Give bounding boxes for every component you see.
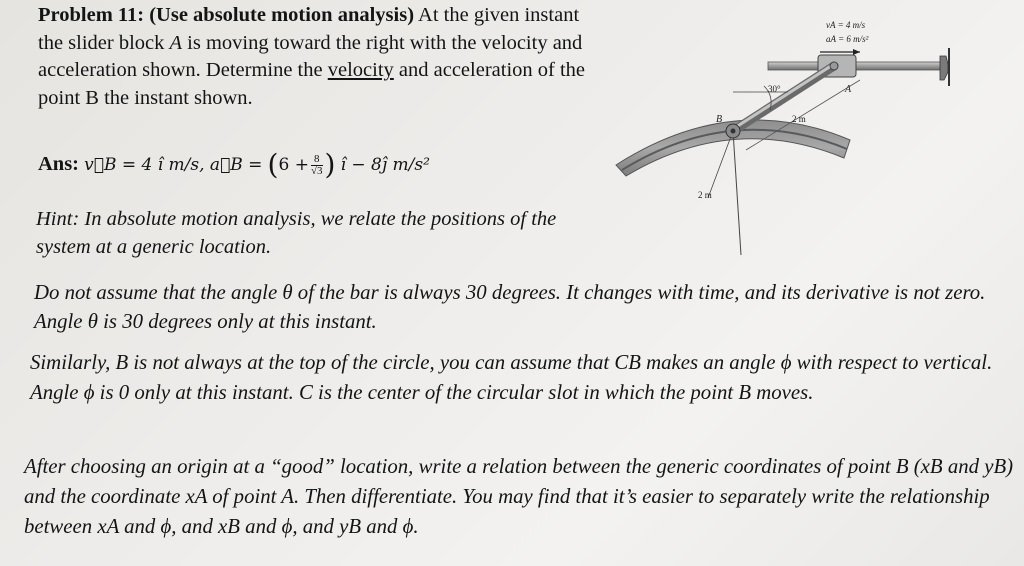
angle-label: 30° <box>768 84 781 94</box>
answer-paren-open: ( <box>267 148 279 181</box>
paragraph-angle-phi: Similarly, B is not always at the top of the circle, you can assume that CB makes an angle ϕ with respect to vertical. Angle ϕ is 0 only at this instant. C is the center of the circular slot in which the point B moves. <box>30 351 993 404</box>
answer-paren-close: ) <box>324 148 336 181</box>
pin-a <box>830 62 838 70</box>
problem-text-2: is moving toward the right with the velocity and acceleration shown. Determine the <box>38 31 583 81</box>
answer-vb: v⃗B = 4 î m/s, a⃗B = <box>84 155 263 175</box>
paragraph-instructions: After choosing an origin at a “good” location, write a relation between the generic coordinates of point B (xB and yB) and the coordinate xA of point A. Then differentiate. You may find that it’s easier to separately write the relationship between xA and ϕ, and xB and ϕ, and yB and ϕ. <box>24 455 1014 538</box>
radius-line <box>733 131 741 255</box>
answer-frac-num: 8 <box>311 154 323 166</box>
mechanism-diagram <box>598 0 1024 275</box>
acceleration-label: aA = 6 m/s² <box>826 34 869 44</box>
problem-text-3: and acceleration of the point B the instant shown. <box>38 59 586 109</box>
answer-line <box>38 150 598 179</box>
answer-fraction <box>311 154 323 177</box>
bar-length-label: 2 m <box>792 114 806 124</box>
point-b-label: B <box>716 114 723 125</box>
problem-block-name: A <box>169 31 183 54</box>
answer-six-plus: 6 + <box>278 155 309 175</box>
answer-frac-den: √3 <box>310 164 323 177</box>
pin-b-center <box>731 129 736 134</box>
radius-label: 2 m <box>698 190 712 200</box>
point-a-label: A <box>845 84 852 95</box>
problem-statement <box>38 2 590 112</box>
answer-ab-tail: î − 8ĵ m/s² <box>340 155 430 175</box>
problem-heading: Problem 11: (Use absolute motion analysis) <box>38 4 415 26</box>
wall-support <box>940 56 948 80</box>
velocity-label: vA = 4 m/s <box>826 20 866 30</box>
paragraph-angle-theta: Do not assume that the angle θ of the bar is always 30 degrees. It changes with time, and its derivative is not zero. Angle θ is 30 degrees only at this instant. <box>34 281 986 333</box>
answer-label: Ans: <box>38 153 80 175</box>
problem-text-1: At the given instant the slider block <box>38 4 580 54</box>
velocity-arrowhead <box>853 49 860 55</box>
hint-text: Hint: In absolute motion analysis, we relate the positions of the system at a generic location. <box>36 208 557 258</box>
problem-underlined-word: velocity <box>327 59 394 81</box>
connecting-bar-highlight <box>733 64 834 129</box>
